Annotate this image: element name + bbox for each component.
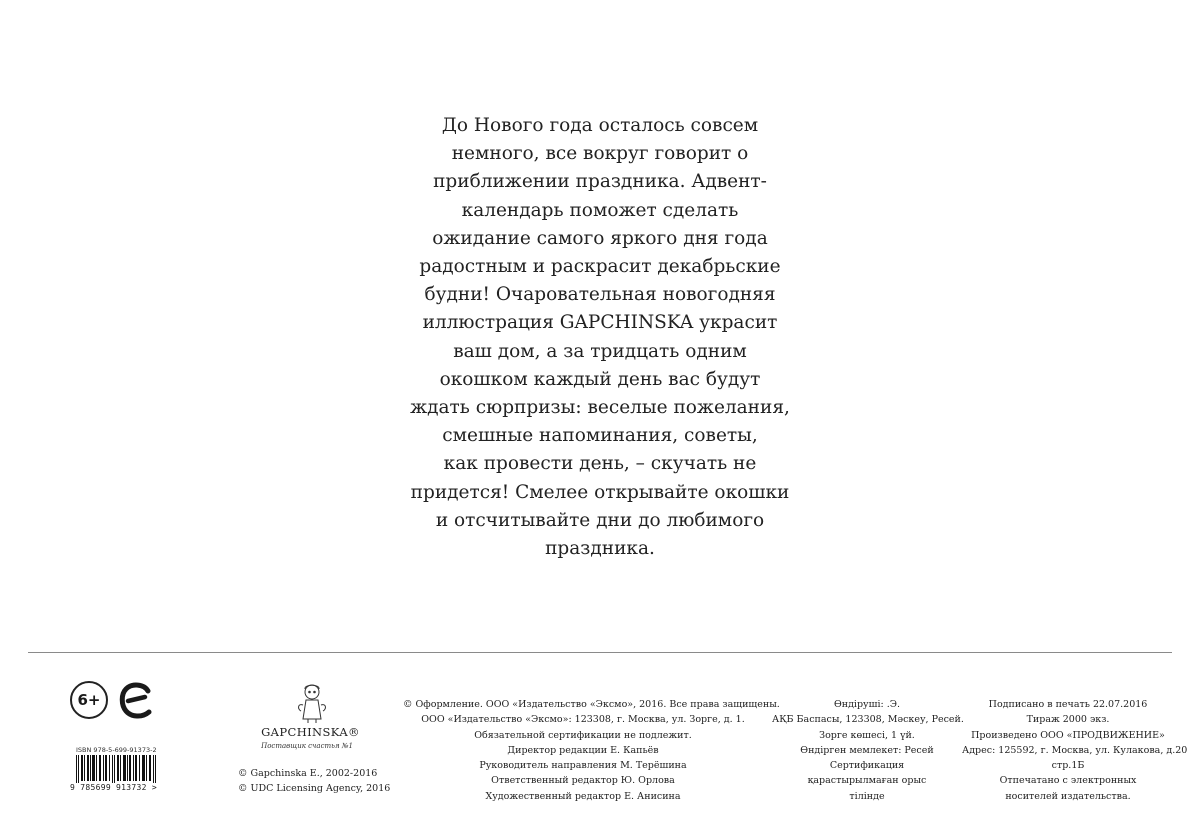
publisher-info-line: Художественный редактор Е. Анисина xyxy=(485,790,681,802)
kazakh-info-line: қарастырылмаған орыс xyxy=(807,775,927,787)
print-info-line: носителей издательства. xyxy=(1005,790,1131,802)
copyright-line: © UDC Licensing Agency, 2016 xyxy=(238,783,391,795)
kazakh-info-line: Өндірген мемлекет: Ресей xyxy=(800,744,934,756)
kazakh-info-line: Сертификация xyxy=(829,760,905,772)
print-info-line: Отпечатано с электронных xyxy=(999,775,1137,787)
brand-tagline: Поставщик счастья №1 xyxy=(261,742,353,750)
kazakh-info-line: Өндіруші: .Э. xyxy=(833,699,901,710)
kazakh-info-line: Зорге көшесі, 1 үй. xyxy=(819,729,915,741)
description-line: ожидание самого яркого дня года xyxy=(432,227,768,249)
print-info-line: Адрес: 125592, г. Москва, ул. Кулакова, д.20 xyxy=(962,744,1188,756)
description-line: праздника. xyxy=(545,538,655,560)
description-line: приближении праздника. Адвент- xyxy=(433,171,767,193)
description-line: окошком каждый день вас будут xyxy=(439,368,761,390)
publisher-info-block xyxy=(403,697,780,804)
publisher-info-line: Обязательной сертификации не подлежит. xyxy=(474,729,692,741)
description-line: ждать сюрпризы: веселые пожелания, xyxy=(410,397,790,419)
publisher-info-line: Директор редакции Е. Капьёв xyxy=(507,744,659,756)
kazakh-info-line: АҚБ Баспасы, 123308, Мәскеу, Ресей. xyxy=(772,714,964,726)
print-info-line: Произведено ООО «ПРОДВИЖЕНИЕ» xyxy=(971,729,1165,741)
description-text xyxy=(380,112,820,563)
description-line: и отсчитывайте дни до любимого xyxy=(435,509,765,531)
description-line: смешные напоминания, советы, xyxy=(442,425,758,447)
description-line: иллюстрация GAPCHINSKA украсит xyxy=(422,312,778,334)
print-info-line: Тираж 2000 экз. xyxy=(1026,714,1110,726)
publisher-info-line: © Оформление. ООО «Издательство «Эксмо», 2016. Все права защищены. xyxy=(403,699,780,710)
description-line: придется! Смелее открывайте окошки xyxy=(410,481,790,503)
barcode-number: 9 785699 913732 > xyxy=(70,783,157,792)
publisher-info-line: Руководитель направления М. Терёшина xyxy=(479,760,687,772)
age-rating-badge: 6+ xyxy=(70,681,108,719)
kazakh-info-block xyxy=(772,697,962,804)
description-line: будни! Очаровательная новогодняя xyxy=(424,284,776,306)
copyright-line: © Gapchinska E., 2002-2016 xyxy=(238,768,378,779)
angel-figure-icon xyxy=(292,681,332,725)
kazakh-info-line: тілінде xyxy=(849,790,885,802)
copyright-block xyxy=(238,766,390,797)
description-line: До Нового года осталось совсем xyxy=(441,115,759,136)
footer-divider xyxy=(28,652,1172,653)
brand-name: GAPCHINSKA® xyxy=(261,725,360,739)
isbn-label: ISBN 978-5-699-91373-2 xyxy=(76,746,157,754)
barcode-icon xyxy=(76,755,158,783)
eksmo-logo-icon xyxy=(118,681,154,719)
publisher-info-line: ООО «Издательство «Эксмо»: 123308, г. Москва, ул. Зорге, д. 1. xyxy=(421,714,745,726)
description-line: как провести день, – скучать не xyxy=(443,453,757,475)
print-info-block xyxy=(962,697,1188,804)
print-info-line: стр.1Б xyxy=(1051,760,1085,772)
description-line: ваш дом, а за тридцать одним xyxy=(453,340,747,362)
description-line: немного, все вокруг говорит о xyxy=(451,143,749,165)
description-line: календарь поможет сделать xyxy=(461,199,739,221)
print-info-line: Подписано в печать 22.07.2016 xyxy=(988,699,1148,710)
publisher-info-line: Ответственный редактор Ю. Орлова xyxy=(491,775,675,787)
description-line: радостным и раскрасит декабрьские xyxy=(419,256,781,278)
